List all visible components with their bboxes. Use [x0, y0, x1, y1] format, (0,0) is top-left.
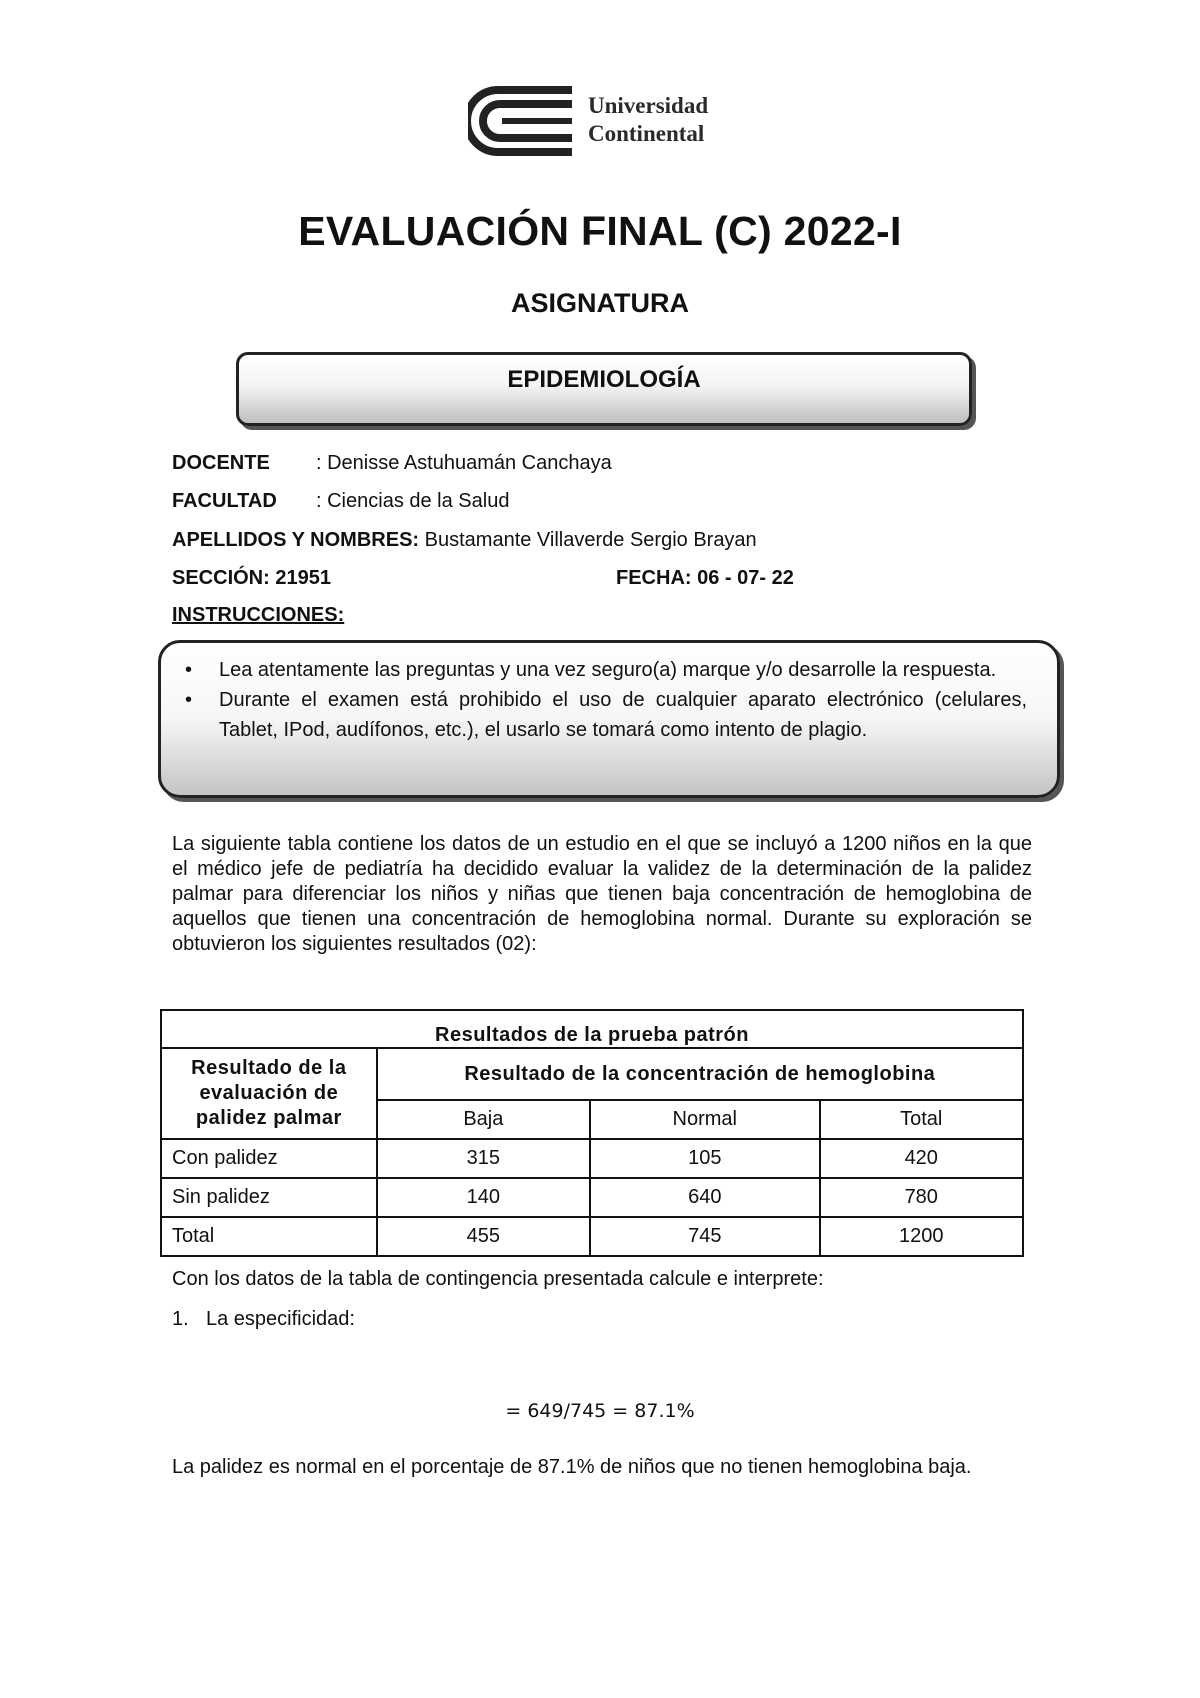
- instruction-text: Lea atentamente las preguntas y una vez seguro(a) marque y/o desarrolle la respuesta.: [219, 659, 997, 681]
- formula: = 649/745 = 87.1%: [505, 1400, 695, 1422]
- intro-paragraph: La siguiente tabla contiene los datos de un estudio en el que se incluyó a 1200 niños en la que el médico jefe de pediatría ha decidido evaluar la validez de la determinación de la palidez palmar para diferenciar los niños y niñas que tienen baja concentración de hemoglobina de aquellos que tienen una concentración de hemoglobina normal. Durante su exploración se obtuvieron los siguientes resultados (02):: [172, 833, 1032, 955]
- instruction-text: Durante el examen está prohibido el uso de cualquier aparato electrónico (celulares, Tablet, IPod, audífonos, etc.), el usarlo se tomará como intento de plagio.: [219, 689, 1027, 741]
- table-instruction: Con los datos de la tabla de contingencia presentada calcule e interprete:: [172, 1268, 824, 1290]
- nombres-field: [172, 527, 757, 553]
- table-cell: 745: [590, 1217, 819, 1256]
- fecha-field: [616, 565, 794, 591]
- docente-label: DOCENTE: [172, 452, 270, 474]
- docente-field: [172, 450, 612, 476]
- seccion-value: SECCIÓN: 21951: [172, 567, 331, 589]
- instructions-box: [158, 640, 1060, 798]
- subject-name: EPIDEMIOLOGÍA: [507, 366, 701, 393]
- instrucciones-label: INSTRUCCIONES:: [172, 604, 345, 626]
- table-cell: 140: [377, 1178, 590, 1217]
- instruction-item: [179, 685, 1027, 745]
- column-header: Baja: [377, 1100, 590, 1139]
- column-header: Normal: [590, 1100, 819, 1139]
- group-header: Resultado de la concentración de hemoglobina: [377, 1048, 1023, 1100]
- logo-c-mark-icon: [468, 86, 574, 156]
- table-cell: 420: [820, 1139, 1024, 1178]
- instructions-list: [179, 655, 1027, 745]
- facultad-label: FACULTAD: [172, 490, 277, 512]
- subject-label: ASIGNATURA: [511, 288, 689, 318]
- table-cell: 640: [590, 1178, 819, 1217]
- table-cell: 105: [590, 1139, 819, 1178]
- seccion-field: [172, 565, 331, 591]
- table-cell: 1200: [820, 1217, 1024, 1256]
- table-row: [161, 1178, 1023, 1217]
- table-cell: 780: [820, 1178, 1024, 1217]
- row-label: Sin palidez: [161, 1178, 377, 1217]
- table-cell: 315: [377, 1139, 590, 1178]
- instruction-item: [179, 655, 1027, 685]
- results-table: [160, 1009, 1024, 1257]
- facultad-value: : Ciencias de la Salud: [316, 490, 510, 512]
- question-1: [172, 1308, 355, 1331]
- bullet-icon: •: [185, 659, 193, 681]
- bullet-icon: •: [185, 689, 193, 711]
- question-text: La especificidad:: [206, 1308, 355, 1330]
- conclusion-paragraph: La palidez es normal en el porcentaje de 87.1% de niños que no tienen hemoglobina baja.: [172, 1456, 972, 1478]
- docente-value: : Denisse Astuhuamán Canchaya: [316, 452, 612, 474]
- nombres-value: Bustamante Villaverde Sergio Brayan: [424, 529, 757, 551]
- table-row: [161, 1217, 1023, 1256]
- facultad-field: [172, 488, 509, 514]
- column-header: Total: [820, 1100, 1024, 1139]
- fecha-value: FECHA: 06 - 07- 22: [616, 567, 794, 589]
- page-title: EVALUACIÓN FINAL (C) 2022-I: [298, 208, 902, 254]
- table-caption: Resultados de la prueba patrón: [161, 1010, 1023, 1048]
- table-caption-row: [161, 1010, 1023, 1048]
- row-label: Con palidez: [161, 1139, 377, 1178]
- row-label: Total: [161, 1217, 377, 1256]
- logo-wordmark: [588, 92, 708, 148]
- table-cell: 455: [377, 1217, 590, 1256]
- university-logo: [468, 86, 748, 156]
- question-number: 1.: [172, 1308, 189, 1330]
- logo-line-2: Continental: [588, 121, 705, 146]
- table-row: [161, 1139, 1023, 1178]
- logo-line-1: Universidad: [588, 93, 709, 118]
- table-header-row: [161, 1048, 1023, 1100]
- row-header: Resultado de la evaluación de palidez palmar: [161, 1048, 377, 1139]
- nombres-label: APELLIDOS Y NOMBRES:: [172, 529, 420, 551]
- instrucciones-heading: [172, 602, 344, 628]
